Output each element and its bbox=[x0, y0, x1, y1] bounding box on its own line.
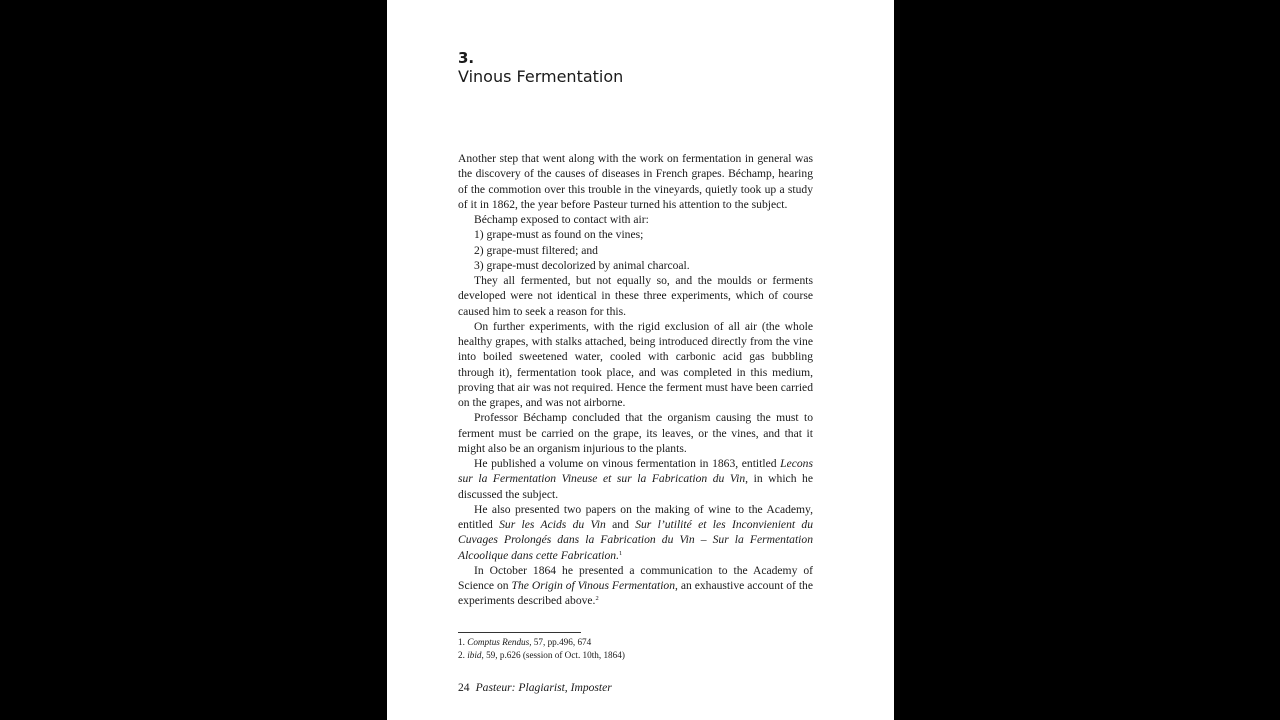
list-item: 3) grape-must decolorized by animal charcoal. bbox=[474, 258, 690, 272]
footnote-ref: 2 bbox=[595, 595, 599, 603]
paper-title-citation: Sur les Acids du Vin bbox=[499, 518, 606, 531]
paragraph bbox=[458, 563, 813, 609]
book-title-citation: Lecons sur la Fermentation Vineuse et sur la Fabrication du Vin bbox=[458, 457, 813, 486]
paragraph: Béchamp exposed to contact with air: bbox=[474, 213, 649, 226]
text-run: and bbox=[605, 518, 636, 531]
body-text bbox=[458, 151, 813, 609]
footnote-number: 1. bbox=[458, 637, 465, 647]
footnotes bbox=[458, 636, 813, 661]
paragraph: Professor Béchamp concluded that the organism causing the must to ferment must be carried on the grape, its leaves, or the vines, and that it might also be an organism injurious to the plants. bbox=[458, 411, 813, 455]
text-run: He published a volume on vinous fermentation in 1863, entitled bbox=[474, 457, 781, 470]
book-page bbox=[387, 0, 894, 720]
chapter-title: Vinous Fermentation bbox=[458, 67, 624, 86]
footnote-source: ibid bbox=[467, 649, 482, 660]
paragraph: Another step that went along with the work on fermentation in general was the discovery of the causes of diseases in French grapes. Béchamp, hearing of the commotion over this trouble in the vineyards, quietly took up a study of it in 1862, the year before Pasteur turned his attention to the subject. bbox=[458, 152, 813, 211]
paragraph: On further experiments, with the rigid exclusion of all air (the whole healthy grapes, with stalks attached, being introduced directly from the vine into boiled sweetened water, cooled with carbonic acid gas bubbling through it), fermentation took place, and was completed in this medium, proving that air was not required. Hence the ferment must have been carried on the grapes, and was not airborne. bbox=[458, 319, 813, 409]
paragraph bbox=[458, 456, 813, 502]
text-run: , in which he discussed the subject. bbox=[458, 472, 813, 501]
text-run: , an exhaustive account of the experiments described above. bbox=[458, 579, 813, 608]
footnote bbox=[458, 649, 813, 662]
list-item: 2) grape-must filtered; and bbox=[474, 243, 598, 257]
footnote-text: , 59, p.626 (session of Oct. 10th, 1864) bbox=[481, 649, 625, 660]
paper-title-citation: The Origin of Vinous Fermentation bbox=[511, 579, 676, 592]
text-run: In October 1864 he presented a communication to the Academy of Science on bbox=[458, 563, 813, 592]
paper-title-citation: Sur l’utilité et les Inconvienient du Cuvages Prolongés dans la Fabrication du Vin – Sur la Fermentation Alcoolique dans cette Fabrication. bbox=[458, 518, 814, 562]
footnote bbox=[458, 636, 813, 649]
running-title: Pasteur: Plagiarist, Imposter bbox=[475, 681, 612, 694]
footnote-text: , 57, pp.496, 674 bbox=[529, 637, 592, 647]
footnote-number: 2. bbox=[458, 649, 465, 660]
paragraph bbox=[458, 502, 813, 563]
chapter-number: 3. bbox=[458, 49, 475, 67]
page-footer bbox=[458, 680, 612, 695]
text-run: He also presented two papers on the making of wine to the Academy, entitled bbox=[458, 502, 813, 531]
page-number: 24 bbox=[458, 681, 470, 694]
footnote-source: Comptus Rendus bbox=[467, 637, 530, 647]
footnote-ref: 1 bbox=[619, 549, 623, 557]
footnote-divider bbox=[458, 632, 581, 633]
paragraph: They all fermented, but not equally so, and the moulds or ferments developed were not identical in these three experiments, which of course caused him to seek a reason for this. bbox=[458, 274, 813, 318]
list-item: 1) grape-must as found on the vines; bbox=[474, 228, 644, 242]
